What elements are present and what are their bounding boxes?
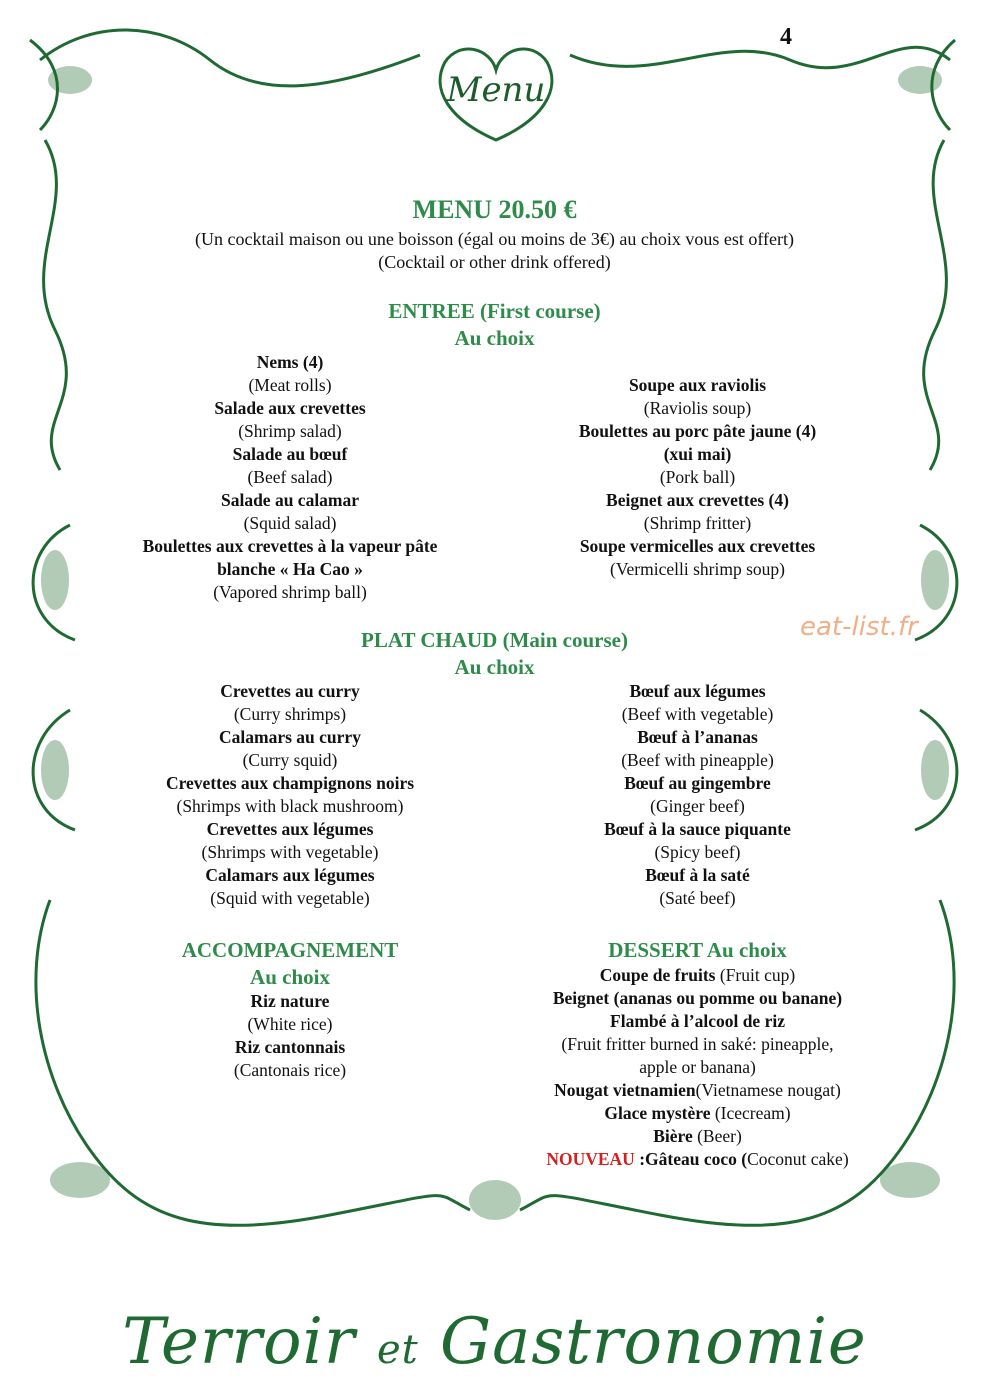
dish-name: Soupe vermicelles aux crevettes xyxy=(579,536,816,556)
dish-translation: (Icecream) xyxy=(710,1103,791,1123)
accompagnement-heading: ACCOMPAGNEMENT xyxy=(181,938,399,962)
dish-translation: (Fruit cup) xyxy=(715,965,796,985)
plat-left-column xyxy=(120,680,460,910)
dessert-item xyxy=(510,1102,885,1125)
dish-name: Salade au calamar xyxy=(220,490,360,510)
dessert-item xyxy=(510,1125,885,1148)
intro-line-fr: (Un cocktail maison ou une boisson (égal ou moins de 3€) au choix vous est offert) xyxy=(194,229,795,249)
dish-name: Crevettes au curry xyxy=(220,681,360,701)
dish-name: Coupe de fruits xyxy=(599,965,716,985)
dish-name: Bœuf à la saté xyxy=(645,865,750,885)
dish-name: Bœuf au gingembre xyxy=(624,773,771,793)
entree-subheading: Au choix xyxy=(454,326,535,350)
dish-translation: (Beef with vegetable) xyxy=(621,704,774,724)
accompagnement-section xyxy=(140,936,440,1082)
dish-name: Bœuf à la sauce piquante xyxy=(604,819,791,839)
dish-name: Beignet (ananas ou pomme ou banane) xyxy=(552,988,843,1008)
dish-name: Calamars aux légumes xyxy=(205,865,375,885)
entree-heading: ENTREE (First course) xyxy=(388,299,601,323)
dish-translation: (Squid with vegetable) xyxy=(210,888,370,908)
dish-name: :Gâteau coco ( xyxy=(634,1149,748,1169)
dish-name: Boulettes aux crevettes à la vapeur pâte xyxy=(142,536,438,556)
dish-translation: Coconut cake) xyxy=(747,1149,849,1169)
dish-name: Nougat vietnamien xyxy=(554,1080,696,1100)
dish-translation: (Curry squid) xyxy=(242,750,338,770)
dish-name: Crevettes aux légumes xyxy=(206,819,374,839)
dish-translation: (White rice) xyxy=(247,1014,333,1034)
dish-translation: (Shrimps with vegetable) xyxy=(201,842,379,862)
dish-name: Bœuf aux légumes xyxy=(629,681,766,701)
footer-word: Terroir xyxy=(122,1305,356,1379)
entree-right-column xyxy=(520,374,875,581)
dish-name: Salade au bœuf xyxy=(232,444,348,464)
dish-translation: (Squid salad) xyxy=(243,513,337,533)
dish-translation: (Vermicelli shrimp soup) xyxy=(610,559,785,579)
dish-name: Beignet aux crevettes (4) xyxy=(606,490,789,510)
dish-translation: (Raviolis soup) xyxy=(643,398,752,418)
dessert-item xyxy=(510,964,885,987)
watermark: eat-list.fr xyxy=(800,612,918,642)
dish-translation: (Beef salad) xyxy=(247,467,333,487)
dish-name: Riz nature xyxy=(250,991,330,1011)
dish-translation: (Shrimps with black mushroom) xyxy=(176,796,404,816)
dish-name: Crevettes aux champignons noirs xyxy=(165,773,415,793)
dish-name: Salade aux crevettes xyxy=(214,398,366,418)
dish-name: Riz cantonnais xyxy=(234,1037,346,1057)
dish-name: blanche « Ha Cao » xyxy=(217,559,363,579)
footer-word: Gastronomie xyxy=(440,1305,867,1379)
dish-translation: (Beer) xyxy=(692,1126,742,1146)
dish-translation: (Shrimp fritter) xyxy=(643,513,752,533)
new-badge: NOUVEAU xyxy=(546,1149,635,1169)
dish-translation: (Vapored shrimp ball) xyxy=(213,582,367,602)
page-number: 4 xyxy=(780,24,792,50)
dish-name: (xui mai) xyxy=(663,444,732,464)
dish-name: Soupe aux raviolis xyxy=(628,375,767,395)
dish-name: Boulettes au porc pâte jaune (4) xyxy=(578,421,817,441)
intro-line-en: (Cocktail or other drink offered) xyxy=(378,252,611,272)
dish-translation: (Vietnamese nougat) xyxy=(695,1080,841,1100)
entree-left-column xyxy=(100,351,480,604)
dish-translation: (Saté beef) xyxy=(659,888,736,908)
dessert-item xyxy=(510,1079,885,1102)
plat-right-column xyxy=(540,680,855,910)
dish-name: Bœuf à l’ananas xyxy=(637,727,758,747)
dish-name: Bière xyxy=(653,1126,693,1146)
footer-brand xyxy=(0,1305,989,1379)
dish-translation: (Ginger beef) xyxy=(650,796,745,816)
footer-word: et xyxy=(376,1327,419,1373)
dish-name: Nems (4) xyxy=(256,352,324,372)
cartouche-label: Menu xyxy=(446,70,546,110)
dish-name: Flambé à l’alcool de riz xyxy=(610,1011,785,1031)
dish-translation: (Fruit fritter burned in saké: pineapple, xyxy=(561,1034,834,1054)
accompagnement-subheading: Au choix xyxy=(250,965,330,989)
dessert-item-new xyxy=(510,1148,885,1171)
dish-translation: (Pork ball) xyxy=(659,467,736,487)
dish-translation: (Spicy beef) xyxy=(654,842,741,862)
dessert-heading: DESSERT Au choix xyxy=(608,938,787,962)
dish-translation: (Curry shrimps) xyxy=(233,704,347,724)
plat-heading: PLAT CHAUD (Main course) xyxy=(361,628,628,652)
menu-title: MENU 20.50 € xyxy=(412,195,577,224)
dish-translation: (Beef with pineapple) xyxy=(621,750,774,770)
dish-name: Glace mystère xyxy=(604,1103,711,1123)
dish-translation: (Cantonais rice) xyxy=(233,1060,347,1080)
dish-translation: apple or banana) xyxy=(639,1057,756,1077)
dish-translation: (Meat rolls) xyxy=(248,375,332,395)
dish-translation: (Shrimp salad) xyxy=(238,421,342,441)
plat-subheading: Au choix xyxy=(454,655,535,679)
dish-name: Calamars au curry xyxy=(219,727,361,747)
dessert-section xyxy=(510,936,885,1171)
